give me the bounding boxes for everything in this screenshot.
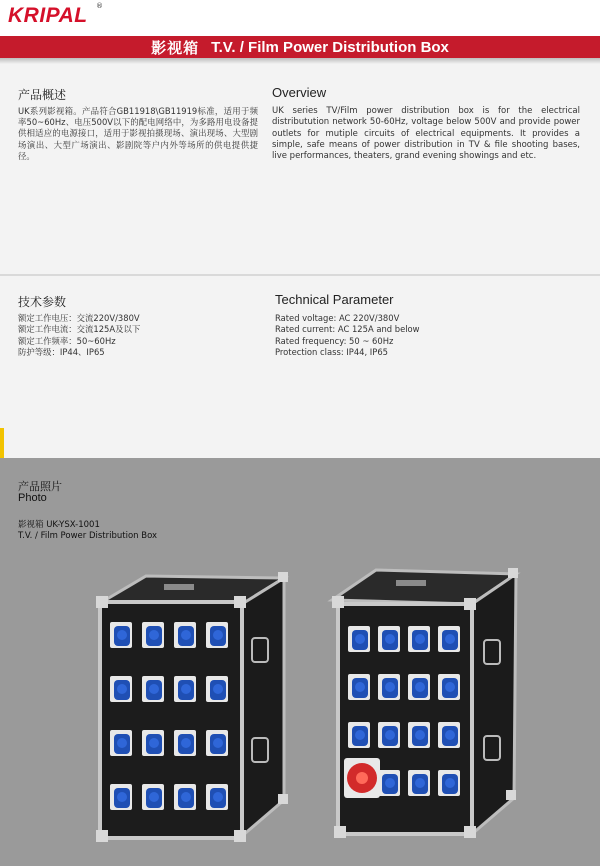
spec-cn-line: 额定工作电流：交流125A及以下	[18, 324, 141, 335]
model-en: T.V. / Film Power Distribution Box	[18, 531, 158, 541]
spec-cn-line: 额定工作电压：交流220V/380V	[18, 313, 140, 323]
socket-icon	[174, 784, 196, 810]
spec-en-line: Protection class: IP44, IP65	[275, 347, 388, 358]
technical-heading-cn: 技术参数	[18, 295, 67, 309]
socket-icon	[438, 674, 460, 700]
overview-text-en: UK series TV/Film power distribution box is for the electrical distributution network 50-60Hz, voltage below 500V and provide power outlets for mutiple circuits of electrical equipments. It provides a simple, safe means of power distribution in TV & file shooting bases, live performances, theaters, grand evening showings and etc.	[272, 106, 580, 162]
technical-heading-en: Technical Parameter	[275, 292, 394, 307]
socket-icon	[348, 626, 370, 652]
technical-specs-cn	[18, 313, 140, 359]
socket-icon	[408, 626, 430, 652]
socket-icon	[348, 722, 370, 748]
side-accent	[0, 428, 4, 458]
title-cn: 影视箱	[151, 38, 200, 57]
product-photo-angled	[326, 560, 526, 840]
technical-specs-en	[275, 313, 420, 359]
socket-icon	[110, 676, 132, 702]
socket-icon	[408, 770, 430, 796]
spec-en-line: Rated current: AC 125A and below	[275, 324, 420, 335]
spec-en-line: Rated voltage: AC 220V/380V	[275, 313, 400, 323]
socket-icon	[110, 784, 132, 810]
photo-heading-en: Photo	[18, 492, 47, 504]
socket-icon	[206, 622, 228, 648]
socket-icon	[174, 730, 196, 756]
socket-icon	[206, 784, 228, 810]
socket-icon	[378, 674, 400, 700]
socket-icon	[408, 722, 430, 748]
socket-icon	[110, 730, 132, 756]
spec-cn-line: 防护等级：IP44、IP65	[18, 347, 105, 358]
title-bar	[0, 36, 600, 58]
red-socket-icon	[344, 758, 380, 798]
overview-heading-cn: 产品概述	[18, 88, 67, 102]
socket-icon	[378, 770, 400, 796]
socket-icon	[206, 676, 228, 702]
socket-icon	[142, 676, 164, 702]
socket-icon	[378, 626, 400, 652]
product-photo-front	[94, 568, 294, 846]
registered-mark: ®	[96, 2, 103, 10]
socket-icon	[174, 676, 196, 702]
socket-icon	[438, 722, 460, 748]
socket-icon	[142, 784, 164, 810]
socket-icon	[142, 730, 164, 756]
overview-heading-en: Overview	[272, 85, 327, 100]
socket-icon	[206, 730, 228, 756]
socket-icon	[438, 626, 460, 652]
overview-text-cn: UK系列影视箱。产品符合GB11918\GB11919标准，适用于频率50~60Hz、电压500V以下的配电网络中，为多路用电设备提供相适应的电源接口，适用于影视拍摄现场、演出现场、大型剧场演出、大型广场演出、影剧院等户内外等场所的供电提供捷径。	[18, 106, 258, 161]
socket-icon	[378, 722, 400, 748]
brand-logo	[8, 2, 103, 28]
socket-icon	[110, 622, 132, 648]
socket-icon	[408, 674, 430, 700]
model-caption	[18, 520, 157, 542]
logo-text: KRIPAL	[8, 4, 88, 27]
photo-heading-cn: 产品照片	[18, 480, 62, 493]
socket-icon	[348, 674, 370, 700]
spec-en-line: Rated frequency: 50 ~ 60Hz	[275, 335, 394, 346]
socket-icon	[142, 622, 164, 648]
socket-icon	[174, 622, 196, 648]
title-en: T.V. / Film Power Distribution Box	[211, 38, 449, 56]
model-cn: 影视箱 UK-YSX-1001	[18, 520, 100, 530]
socket-icon	[438, 770, 460, 796]
spec-cn-line: 额定工作频率：50~60Hz	[18, 335, 116, 346]
